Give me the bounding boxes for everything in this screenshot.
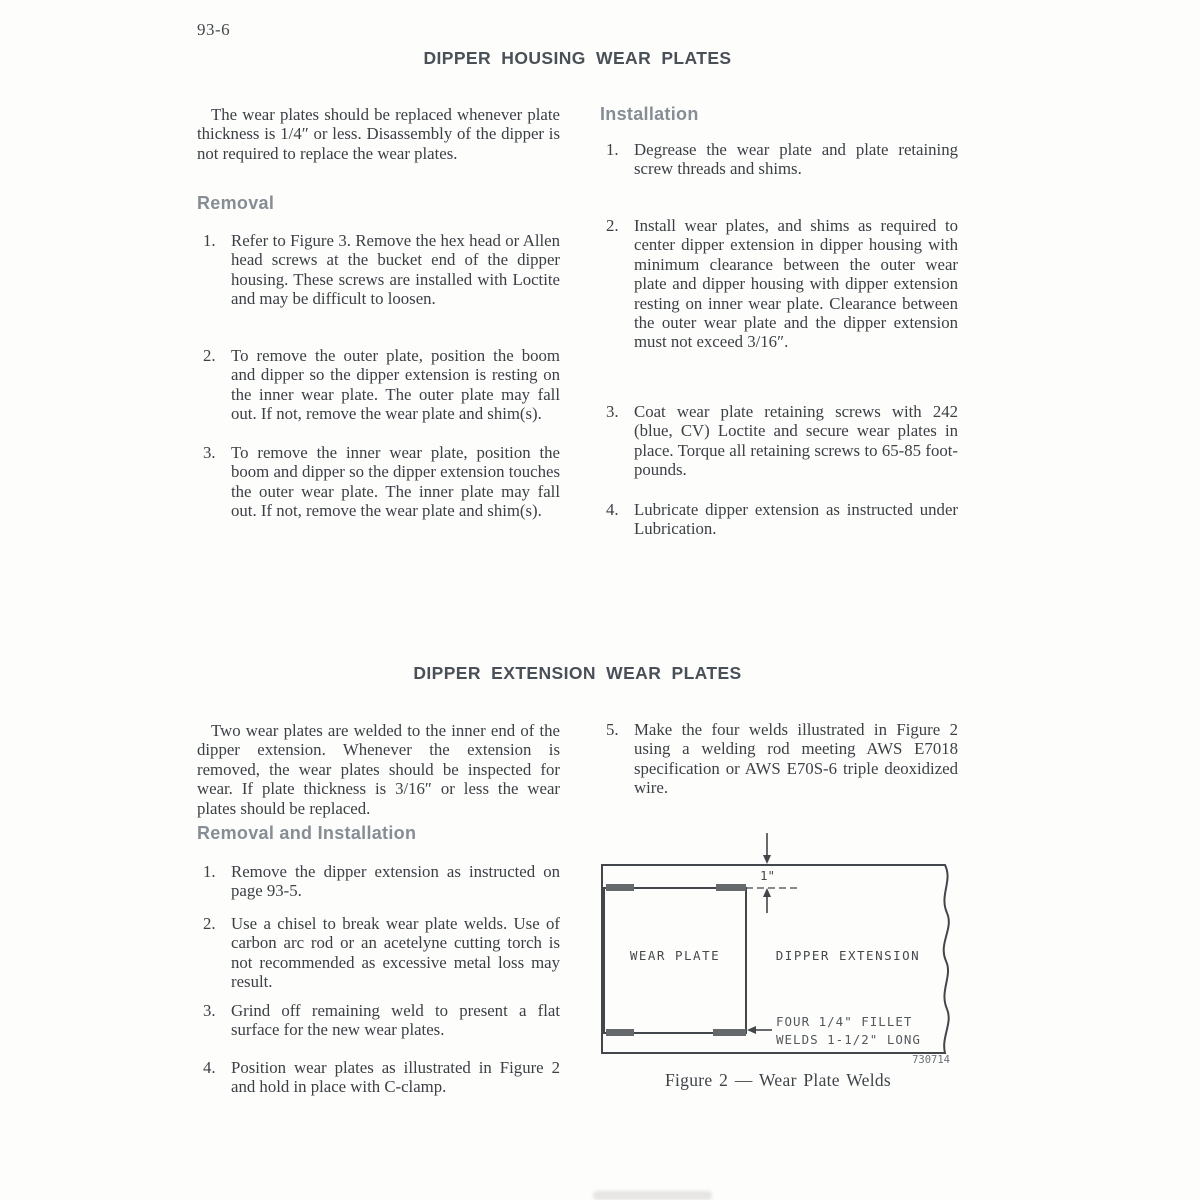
installation-item-3 [600,402,958,480]
removal-item-3 [197,443,560,521]
scan-smudge [593,1191,712,1200]
ri-item-4 [197,1058,560,1097]
item-number: 1. [606,140,619,159]
figure2-diagram [598,833,958,1065]
removal-heading: Removal [197,193,275,213]
item-number: 3. [203,1001,216,1020]
dimension-label: 1" [760,868,776,883]
item-number: 2. [606,216,619,235]
installation-item-1 [600,140,958,179]
item-text: Refer to Figure 3. Remove the hex head or Allen head screws at the bucket end of the dipper housing. These screws are installed with Loctite and may be difficult to loosen. [231,231,560,309]
removal-item-2 [197,346,560,424]
weld-top-right [716,884,746,891]
section2-intro: Two wear plates are welded to the inner end of the dipper extension. Whenever the extension is removed, the wear plates should be inspected for wear. If plate thickness is 3/16″ or less the wear plates should be replaced. [197,721,560,818]
item-number: 2. [203,914,216,933]
weld-top-left [606,884,634,891]
dimension-arrowhead-down [763,855,771,864]
item-text: Grind off remaining weld to present a flat surface for the new wear plates. [231,1001,560,1040]
item-text: Use a chisel to break wear plate welds. Use of carbon arc rod or an acetelyne cutting torch is not recommended as excessive metal loss may result. [231,914,560,992]
item-number: 1. [203,862,216,881]
item-text: Degrease the wear plate and plate retaining screw threads and shims. [634,140,958,179]
item-number: 4. [203,1058,216,1077]
installation-item-4 [600,500,958,539]
item-number: 1. [203,231,216,250]
weld-note-arrowhead [747,1026,756,1034]
weld-bottom-right [713,1029,746,1036]
item-number: 4. [606,500,619,519]
figure-ref-number: 730714 [912,1054,950,1065]
wear-plate-label: WEAR PLATE [629,948,721,963]
installation-heading: Installation [600,104,699,124]
weld-bottom-left [606,1029,634,1036]
figure2-caption: Figure 2 — Wear Plate Welds [664,1070,892,1090]
ri-item-2 [197,914,560,992]
item-text: To remove the inner wear plate, position the boom and dipper so the dipper extension touches the outer wear plate. The inner plate may fall out. If not, remove the wear plate and shim(s). [231,443,560,521]
section2-title: DIPPER EXTENSION WEAR PLATES [413,663,742,683]
section1-title: DIPPER HOUSING WEAR PLATES [423,48,732,68]
item-number: 2. [203,346,216,365]
dipper-extension-label: DIPPER EXTENSION [775,948,921,963]
ri-item-5 [600,720,958,798]
item-text: Install wear plates, and shims as required to center dipper extension in dipper housing with minimum clearance between the outer wear plate and dipper housing with dipper extension resting on inner wear plate. Clearance between the outer wear plate and the dipper extension must not exceed 3/16″. [634,216,958,352]
ri-item-1 [197,862,560,901]
item-text: Position wear plates as illustrated in Figure 2 and hold in place with C-clamp. [231,1058,560,1097]
ri-item-3 [197,1001,560,1040]
weld-note-line1: FOUR 1/4" FILLET [776,1014,913,1029]
installation-item-2 [600,216,958,352]
item-text: Coat wear plate retaining screws with 242 (blue, CV) Loctite and secure wear plates in place. Torque all retaining screws to 65-85 foot-pounds. [634,402,958,480]
section1-intro: The wear plates should be replaced whenever plate thickness is 1/4″ or less. Disassembly of the dipper is not required to replace the wear plates. [197,105,560,163]
item-text: Lubricate dipper extension as instructed under Lubrication. [634,500,958,539]
item-text: Make the four welds illustrated in Figure 2 using a welding rod meeting AWS E7018 specification or AWS E70S-6 triple deoxidized wire. [634,720,958,798]
page-number: 93-6 [197,20,231,39]
removal-item-1 [197,231,560,309]
item-text: To remove the outer plate, position the boom and dipper so the dipper extension is resting on the inner wear plate. The outer plate may fall out. If not, remove the wear plate and shim(s). [231,346,560,424]
item-number: 3. [203,443,216,462]
item-text: Remove the dipper extension as instructed on page 93-5. [231,862,560,901]
item-number: 3. [606,402,619,421]
dimension-arrowhead-up [763,888,771,897]
weld-note-line2: WELDS 1-1/2" LONG [776,1032,921,1047]
item-number: 5. [606,720,619,739]
removal-installation-heading: Removal and Installation [197,823,417,843]
